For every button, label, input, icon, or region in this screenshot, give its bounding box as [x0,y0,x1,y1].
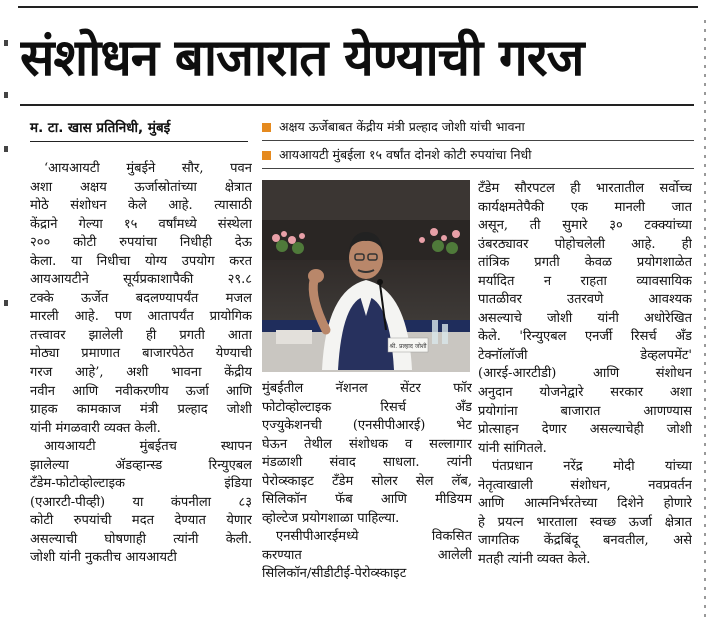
article-line: मोठ्या प्रमाणात बाजारपेठेत येण्याची [30,346,252,362]
article-line: हे प्रयत्न भारताला स्वच्छ ऊर्जा क्षेत्रात [478,514,692,530]
article-line: केंद्राने गेल्या १५ वर्षांमध्ये संस्थेला [30,216,252,232]
article-line: एनसीपीआरईमध्ये विकसित [276,529,472,545]
article-headline: संशोधन बाजारात येण्याची गरज [20,29,584,88]
article-line: पेरोव्स्काइट टँडेम सोलर सेल लॅब, [262,473,472,489]
article-line: (एआरटी-पीव्ही) या कंपनीला ८३ [30,494,252,510]
bullet-square-icon [262,123,271,132]
article-line: फोटोव्होल्टाइक रिसर्च अँड [262,399,472,415]
article-line: गरज आहे’, अशी भावना केंद्रीय [30,365,252,381]
article-line: ग्राहक कामकाज मंत्री प्रल्हाद जोशी [30,402,252,418]
article-line: जागतिक केंद्रबिंदू बनवतील, असे [478,533,692,549]
article-line: ‘आयआयटी मुंबईने सौर, पवन [44,161,252,176]
article-line: टँडेम-फोटोव्होल्टाइक इंडिया [30,476,252,492]
article-line: मतही त्यांनी व्यक्त केले. [478,551,591,567]
nameplate-text: श्री. प्रल्हाद जोशी [389,343,427,350]
article-line: (आरई-आरटीडी) आणि संशोधन [478,366,692,382]
article-line: उंबरठ्यावर पोहोचलेली आहे. ही [478,236,692,252]
article-line: आणि आत्मनिर्भरतेच्या दिशेने होणारे [478,496,692,512]
article-line: झालेल्या ॲडव्हान्स्ड रिन्युएबल [30,457,252,473]
article-line: सिलिकॉन/सीडीटीई-पेरोव्स्काइट [262,566,407,582]
top-rule [18,6,698,8]
article-line: करण्यात आलेली [262,547,472,563]
article-line: नेतृत्वाखाली संशोधन, नवप्रवर्तन [478,477,692,493]
article-line: पातळीवर उतरवणे आवश्यक [478,292,692,308]
article-line: असून, ती सुमारे ३० टक्क्यांच्या [478,218,692,234]
bullet-square-icon [262,151,271,160]
article-line: टँडेम सौरपटल ही भारतातील सर्वोच्च [478,181,692,196]
kicker-1 [262,117,692,137]
margin-mark [4,92,8,98]
article-line: मोठे संशोधन केले आहे. त्यासाठी [30,198,252,214]
article-line: टेक्नॉलॉजी डेव्हलपमेंट' [478,347,692,363]
article-line: असल्याची घोषणाही त्यांनी केली. [30,531,252,547]
article-line: जोशी यांनी नुकतीच आयआयटी [30,550,177,566]
kicker-text: आयआयटी मुंबईला १५ वर्षांत दोनशे कोटी रुपयांचा निधी [279,147,532,162]
article-column-1 [30,160,252,568]
article-line: पंतप्रधान नरेंद्र मोदी यांच्या [492,459,692,475]
kicker-rule [262,168,694,169]
news-photo [262,180,470,372]
article-line: प्रयोगांना बाजारात आणण्यास [478,403,692,419]
article-line: २०० कोटी रुपयांचा निधीही देऊ [30,235,252,251]
kicker-rule [262,140,694,141]
article-column-3 [478,180,692,569]
article-line: आयआयटी मुंबईतच स्थापन [44,439,252,455]
article-line: तांत्रिक प्रगती केवळ प्रयोगशाळेत [478,255,692,271]
kicker-text: अक्षय ऊर्जेबाबत केंद्रीय मंत्री प्रल्हाद जोशी यांची भावना [279,119,525,134]
article-line: सिलिकॉन फॅब आणि मीडियम [262,492,472,508]
margin-mark [4,40,8,46]
article-line: अनुदान योजनेद्वारे सरकार अशा [478,385,692,401]
kicker-2 [262,145,692,165]
article-line: कार्यक्षमतेपैकी एक मानली जात [478,199,692,215]
margin-mark [4,300,8,306]
article-line: घेऊन तेथील संशोधक व सल्लागार [262,436,472,452]
article-line: एज्युकेशनची (एनसीपीआरई) भेट [262,418,472,434]
article-line: असल्याचे जोशी यांनी अधोरेखित [478,310,692,326]
photo-illustration [262,180,470,372]
article-line: व्होल्टेज प्रयोगशाळा पाहिल्या. [262,510,400,526]
article-line: केला. या निधीचा योग्य उपयोग करत [30,253,252,269]
article-line: केले. 'रिन्युएबल एनर्जी रिसर्च अँड [478,329,692,345]
article-line: मारली आहे. पण आतापर्यंत प्रायोगिक [30,309,252,325]
article-line: तत्त्वावर झालेली ही प्रगती आता [30,327,252,343]
byline-rule [30,141,248,142]
article-line: कोटी रुपयांची मदत देण्यात येणार [30,513,252,529]
article-column-2 [262,380,472,584]
article-line: यांनी सांगितले. [478,440,547,456]
article-line: नवीन आणि नवीकरणीय ऊर्जा आणि [30,383,252,399]
article-line: टक्के ऊर्जेत बदलण्यापर्यंत मजल [30,290,252,306]
article-line: यांनी मंगळवारी व्यक्त केली. [30,420,161,436]
article-line: मंडळाशी संवाद साधला. त्यांनी [262,455,472,471]
article-line: मर्यादित न राहता व्यावसायिक [478,273,692,289]
byline: म. टा. खास प्रतिनिधी, मुंबई [30,120,171,136]
headline-rule [20,104,694,106]
article-line: अशा अक्षय ऊर्जास्रोतांच्या क्षेत्रात [30,179,252,195]
article-line: आयआयटीने सूर्यप्रकाशापैकी २९.८ [30,272,252,288]
margin-mark [4,146,8,152]
right-edge-shadow [704,20,706,620]
article-line: प्रोत्साहन देणार असल्याचेही जोशी [478,422,692,438]
article-line: मुंबईतील नॅशनल सेंटर फॉर [262,381,472,396]
